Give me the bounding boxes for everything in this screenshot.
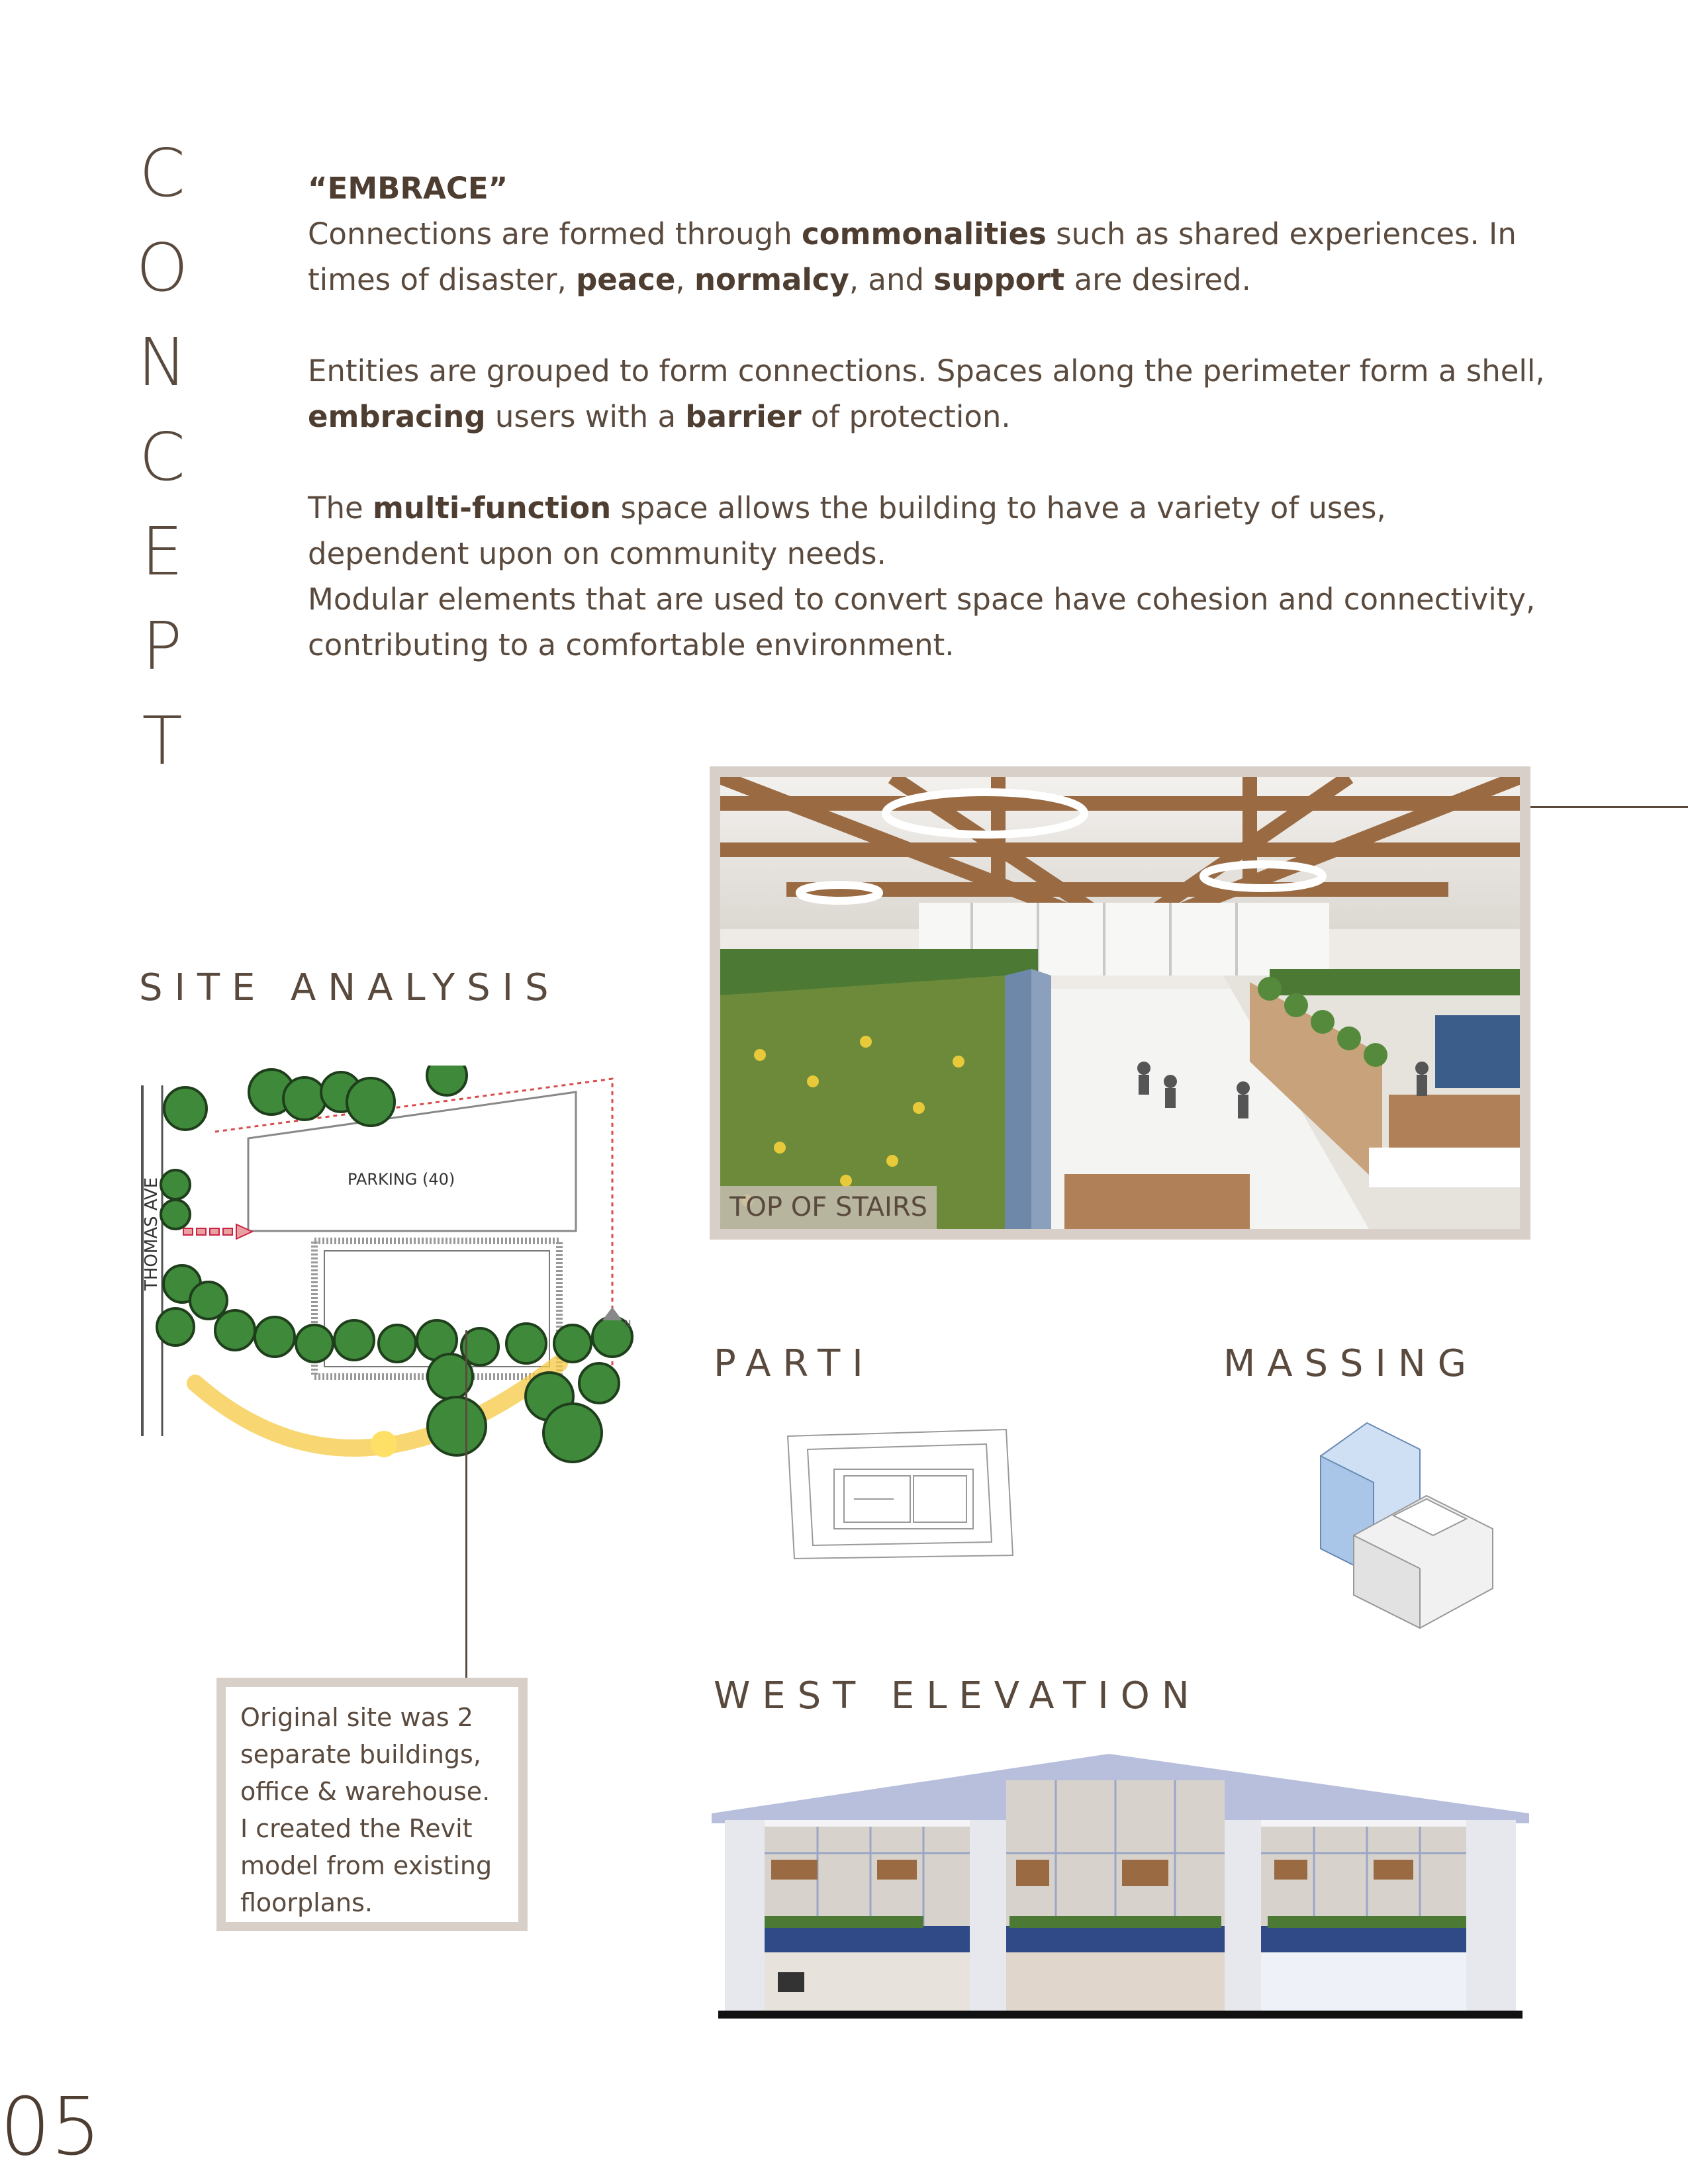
emphasis: multi-function <box>373 490 612 525</box>
concept-paragraph-4: Modular elements that are used to convert space have cohesion and connectivity, contributing to a comfortable environment. <box>308 582 1536 662</box>
massing-drawing <box>1314 1416 1513 1638</box>
concept-letter: O <box>136 229 189 306</box>
concept-letter: C <box>139 134 185 212</box>
text: users with a <box>485 399 686 434</box>
parti-heading: PARTI <box>714 1342 875 1385</box>
concept-letter: P <box>142 608 183 685</box>
hero-caption: TOP OF STAIRS <box>720 1186 937 1229</box>
emphasis: commonalities <box>802 216 1047 251</box>
parking-label: PARKING (40) <box>348 1170 455 1189</box>
parti-sketch <box>781 1423 1019 1569</box>
top-of-stairs-render <box>720 777 1520 1229</box>
west-elevation-render <box>712 1747 1529 2019</box>
text: space allows the building to have a variety of uses, dependent upon on community needs. <box>308 490 1386 571</box>
concept-letter: C <box>139 418 185 496</box>
concept-paragraph-3 <box>308 485 1552 576</box>
parti-drawing <box>781 1423 1019 1569</box>
massing-heading: MASSING <box>1223 1342 1478 1385</box>
hero-leader-line <box>1530 806 1688 808</box>
concept-title-text: “EMBRACE” <box>308 171 508 206</box>
site-callout-box: Original site was 2 separate buildings, office & warehouse. I created the Revit model from existing floorplans. <box>216 1678 528 1931</box>
text: Connections are formed through <box>308 216 802 251</box>
text: are desired. <box>1064 262 1251 297</box>
concept-letter: N <box>137 324 187 401</box>
site-analysis-heading: SITE ANALYSIS <box>139 966 561 1009</box>
text: Entities are grouped to form connections. Spaces along the perimeter form a shell, <box>308 353 1545 388</box>
text: such as shared experiences. In times of disaster, <box>308 216 1517 297</box>
north-label: N <box>624 1319 632 1330</box>
emphasis: normalcy <box>694 262 849 297</box>
concept-paragraph-2 <box>308 348 1552 439</box>
page-number: 05 <box>0 2081 101 2173</box>
site-plan-drawing <box>136 1066 639 1489</box>
text: of protection. <box>801 399 1011 434</box>
concept-description <box>308 165 1552 668</box>
text: , and <box>849 262 934 297</box>
massing-sketch <box>1314 1416 1513 1638</box>
interior-render-illustration <box>720 777 1520 1229</box>
text: The <box>308 490 373 525</box>
street-label: THOMAS AVE <box>142 1177 162 1291</box>
concept-vertical-title <box>132 126 192 788</box>
concept-letter: T <box>142 702 183 780</box>
emphasis: peace <box>576 262 676 297</box>
concept-paragraph-1 <box>308 211 1552 302</box>
hero-render-frame <box>710 766 1530 1240</box>
emphasis: barrier <box>685 399 802 434</box>
emphasis: embracing <box>308 399 486 434</box>
elevation-drawing <box>712 1747 1529 2019</box>
emphasis: support <box>933 262 1065 297</box>
site-plan-sketch <box>136 1066 639 1489</box>
site-leader-line <box>465 1330 467 1678</box>
concept-title <box>308 165 1552 211</box>
text: , <box>675 262 694 297</box>
west-elevation-heading: WEST ELEVATION <box>714 1674 1201 1717</box>
concept-letter: E <box>141 513 183 590</box>
